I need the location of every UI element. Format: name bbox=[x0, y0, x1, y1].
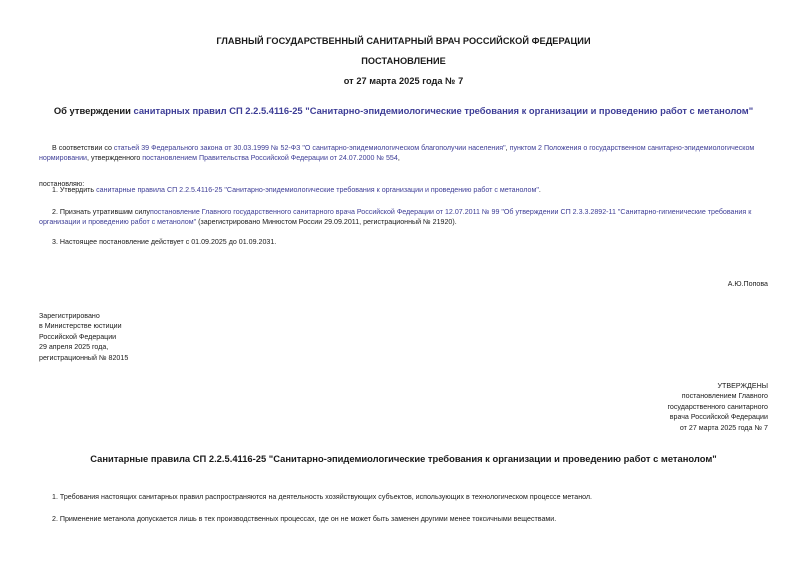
item-2-text: 2. Признать утратившим силу bbox=[52, 208, 150, 216]
approval-line: УТВЕРЖДЕНЫ bbox=[717, 382, 768, 390]
issuer-heading: ГЛАВНЫЙ ГОСУДАРСТВЕННЫЙ САНИТАРНЫЙ ВРАЧ РОССИЙСКОЙ ФЕДЕРАЦИИ bbox=[216, 36, 591, 46]
approval-line: государственного санитарного bbox=[667, 402, 768, 411]
signature: А.Ю.Попова bbox=[727, 280, 768, 288]
preamble-text-3: , утвержденного bbox=[87, 154, 143, 163]
item-2-registration-text: (зарегистрировано Минюстом России 29.09.2011, регистрационный № 21920). bbox=[196, 218, 457, 227]
document-title-prefix: Об утверждении bbox=[53, 105, 134, 116]
preamble-text-2: , bbox=[505, 144, 510, 152]
registration-line: регистрационный № 82015 bbox=[39, 353, 129, 362]
preamble-text-1: В соответствии со bbox=[52, 144, 114, 152]
item-2 bbox=[39, 207, 771, 228]
item-3: 3. Настоящее постановление действует с 01.09.2025 до 01.09.2031. bbox=[52, 238, 277, 246]
government-decree-link[interactable]: постановлением Правительства Российской Федерации от 24.07.2000 № 554 bbox=[142, 154, 398, 163]
item-1-rules-link[interactable]: санитарные правила СП 2.2.5.4116-25 "Санитарно-эпидемиологические требования к организации и проведению работ с метанолом" bbox=[96, 186, 539, 194]
preamble-paragraph bbox=[39, 143, 771, 164]
document-type-heading: ПОСТАНОВЛЕНИЕ bbox=[361, 56, 446, 66]
rules-title: Санитарные правила СП 2.2.5.4116-25 "Санитарно-эпидемиологические требования к организации и проведению работ с метанолом" bbox=[90, 453, 717, 464]
approval-line: от 27 марта 2025 года № 7 bbox=[679, 423, 768, 432]
document-title-link[interactable]: санитарных правил СП 2.2.5.4116-25 "Санитарно-эпидемиологические требования к организации и проведению работ с метанолом" bbox=[133, 105, 754, 116]
approval-line: врача Российской Федерации bbox=[669, 413, 768, 422]
registration-line: Российской Федерации bbox=[39, 332, 117, 341]
document-date-number: от 27 марта 2025 года № 7 bbox=[343, 76, 464, 86]
item-2-decree-link[interactable]: постановление Главного государственного санитарного врача Российской Федерации от 12.07.2011 № 99 "Об утверждении СП 2.3.3.2892-11 "Санитарно-гигиенические требования к организации и проведению работ с метанолом" bbox=[39, 208, 752, 227]
approval-block bbox=[560, 381, 768, 433]
registration-block bbox=[39, 311, 239, 363]
regulation-point-link[interactable]: пунктом 2 Положения о государственном санитарно-эпидемиологическом нормировании bbox=[39, 144, 755, 163]
registration-line: 29 апреля 2025 года, bbox=[39, 343, 109, 352]
item-1-end: . bbox=[538, 186, 541, 194]
registration-line: в Министерстве юстиции bbox=[39, 322, 122, 331]
rules-paragraph-1: 1. Требования настоящих санитарных правил распространяются на деятельность хозяйствующих субъектов, использующих в технологическом процессе метанол. bbox=[52, 493, 593, 501]
preamble-text-4: , bbox=[397, 154, 400, 163]
approval-line: постановлением Главного bbox=[681, 392, 768, 401]
item-1-text: 1. Утвердить bbox=[52, 186, 97, 194]
rules-paragraph-2: 2. Применение метанола допускается лишь в тех производственных процессах, где он не может быть заменен другими менее токсичными веществами. bbox=[52, 515, 557, 523]
law-article-link[interactable]: статьей 39 Федерального закона от 30.03.1999 № 52-ФЗ "О санитарно-эпидемиологическом благополучии населения" bbox=[113, 144, 506, 152]
registration-line: Зарегистрировано bbox=[39, 312, 100, 320]
resolve-text: постановляю: bbox=[39, 180, 85, 188]
item-1 bbox=[52, 185, 772, 195]
document-title bbox=[0, 105, 807, 116]
